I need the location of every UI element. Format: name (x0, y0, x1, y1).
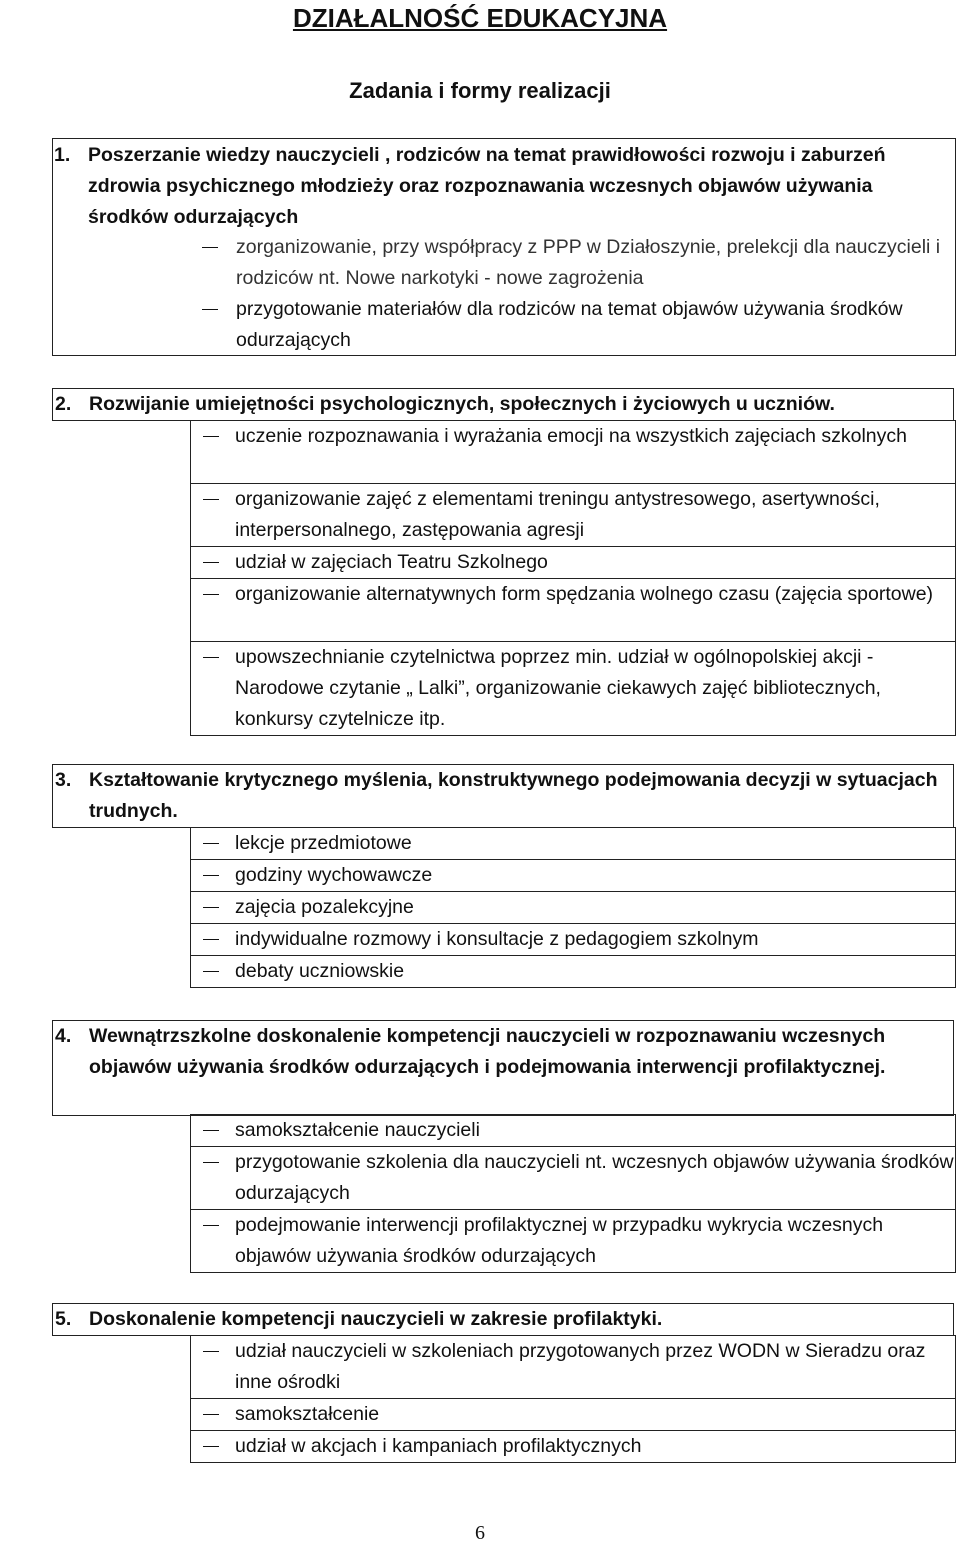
section-1-heading (52, 140, 954, 230)
list-item-text: samokształcenie nauczycieli (235, 1119, 480, 1141)
section-2-item-4 (190, 578, 956, 642)
dash-bullet-icon (203, 1351, 219, 1352)
section-4-item-3 (190, 1209, 956, 1273)
section-number: 2. (55, 393, 72, 415)
section-number: 4. (55, 1025, 72, 1047)
dash-bullet-icon (203, 594, 219, 595)
section-heading-text: Rozwijanie umiejętności psychologicznych, społecznych i życiowych u uczniów. (89, 393, 835, 415)
list-item-text: udział w akcjach i kampaniach profilaktycznych (235, 1435, 642, 1457)
section-heading-text: Kształtowanie krytycznego myślenia, konstruktywnego podejmowania decyzji w sytuacjach trudnych. (89, 769, 938, 822)
section-5-item-2 (190, 1398, 956, 1431)
section-3-item-1 (190, 827, 956, 860)
list-item-text: indywidualne rozmowy i konsultacje z pedagogiem szkolnym (235, 928, 759, 950)
document-subtitle: Zadania i formy realizacji (349, 78, 611, 103)
dash-bullet-icon (203, 907, 219, 908)
dash-bullet-icon (203, 939, 219, 940)
section-3-item-5 (190, 955, 956, 988)
section-number: 3. (55, 769, 72, 791)
dash-bullet-icon (203, 499, 219, 500)
list-item-text: zorganizowanie, przy współpracy z PPP w Działoszynie, prelekcji dla nauczycieli i rodziców nt. Nowe narkotyki - nowe zagrożenia (236, 236, 941, 289)
list-item-text: godziny wychowawcze (235, 864, 433, 886)
section-heading-text: Wewnątrzszkolne doskonalenie kompetencji nauczycieli w rozpoznawaniu wczesnych objawów używania środków odurzających i podejmowania interwencji profilaktycznej. (89, 1025, 886, 1078)
dash-bullet-icon (203, 562, 219, 563)
page-number: 6 (475, 1522, 485, 1544)
list-item-text: przygotowanie szkolenia dla nauczycieli nt. wczesnych objawów używania środków odurzających (235, 1151, 954, 1204)
dash-bullet-icon (203, 1414, 219, 1415)
section-3-item-2 (190, 859, 956, 892)
section-2-item-2 (190, 483, 956, 547)
list-item-text: uczenie rozpoznawania i wyrażania emocji na wszystkich zajęciach szkolnych (235, 425, 907, 447)
list-item-text: zajęcia pozalekcyjne (235, 896, 414, 918)
dash-bullet-icon (203, 657, 219, 658)
section-number: 1. (54, 144, 71, 166)
section-4-item-2 (190, 1146, 956, 1210)
section-heading-text: Doskonalenie kompetencji nauczycieli w zakresie profilaktyki. (89, 1308, 663, 1330)
list-item-text: organizowanie zajęć z elementami treningu antystresowego, asertywności, interpersonalnego, zastępowania agresji (235, 488, 880, 541)
section-number: 5. (55, 1308, 72, 1330)
dash-bullet-icon (203, 875, 219, 876)
section-3-item-3 (190, 891, 956, 924)
list-item-text: podejmowanie interwencji profilaktycznej w przypadku wykrycia wczesnych objawów używania środków odurzających (235, 1214, 884, 1267)
section-2-item-1 (190, 420, 956, 484)
document-title: DZIAŁALNOŚĆ EDUKACYJNA (292, 3, 668, 33)
dash-bullet-icon (203, 436, 219, 437)
section-4-heading (52, 1020, 954, 1116)
dash-bullet-icon (203, 1162, 219, 1163)
section-3-item-4 (190, 923, 956, 956)
list-item-text: udział w zajęciach Teatru Szkolnego (235, 551, 548, 573)
dash-bullet-icon (203, 1130, 219, 1131)
dash-bullet-icon (203, 1446, 219, 1447)
section-2-item-3 (190, 546, 956, 579)
section-2-heading (52, 388, 954, 421)
section-1-item-1 (190, 232, 950, 294)
dash-bullet-icon (202, 309, 218, 310)
section-3-heading (52, 764, 954, 828)
section-5-item-3 (190, 1430, 956, 1463)
list-item-text: upowszechnianie czytelnictwa poprzez min. udział w ogólnopolskiej akcji - Narodowe czytanie „ Lalki”, organizowanie ciekawych zajęć bibliotecznych, konkursy czytelnicze itp. (235, 646, 881, 730)
section-heading-text: Poszerzanie wiedzy nauczycieli , rodziców na temat prawidłowości rozwoju i zaburzeń zdrowia psychicznego młodzieży oraz rozpoznawania wczesnych objawów używania środków odurzających (88, 144, 886, 228)
dash-bullet-icon (203, 971, 219, 972)
list-item-text: lekcje przedmiotowe (235, 832, 412, 854)
section-2-item-5 (190, 641, 956, 736)
section-1-item-2 (190, 294, 950, 356)
list-item-text: przygotowanie materiałów dla rodziców na temat objawów używania środków odurzających (236, 298, 903, 351)
list-item-text: udział nauczycieli w szkoleniach przygotowanych przez WODN w Sieradzu oraz inne ośrodki (235, 1340, 926, 1393)
section-5-heading (52, 1303, 954, 1336)
list-item-text: samokształcenie (235, 1403, 380, 1425)
section-4-item-1 (190, 1114, 956, 1147)
list-item-text: debaty uczniowskie (235, 960, 405, 982)
dash-bullet-icon (202, 247, 218, 248)
section-5-item-1 (190, 1335, 956, 1399)
list-item-text: organizowanie alternatywnych form spędzania wolnego czasu (zajęcia sportowe) (235, 583, 934, 605)
dash-bullet-icon (203, 1225, 219, 1226)
dash-bullet-icon (203, 843, 219, 844)
